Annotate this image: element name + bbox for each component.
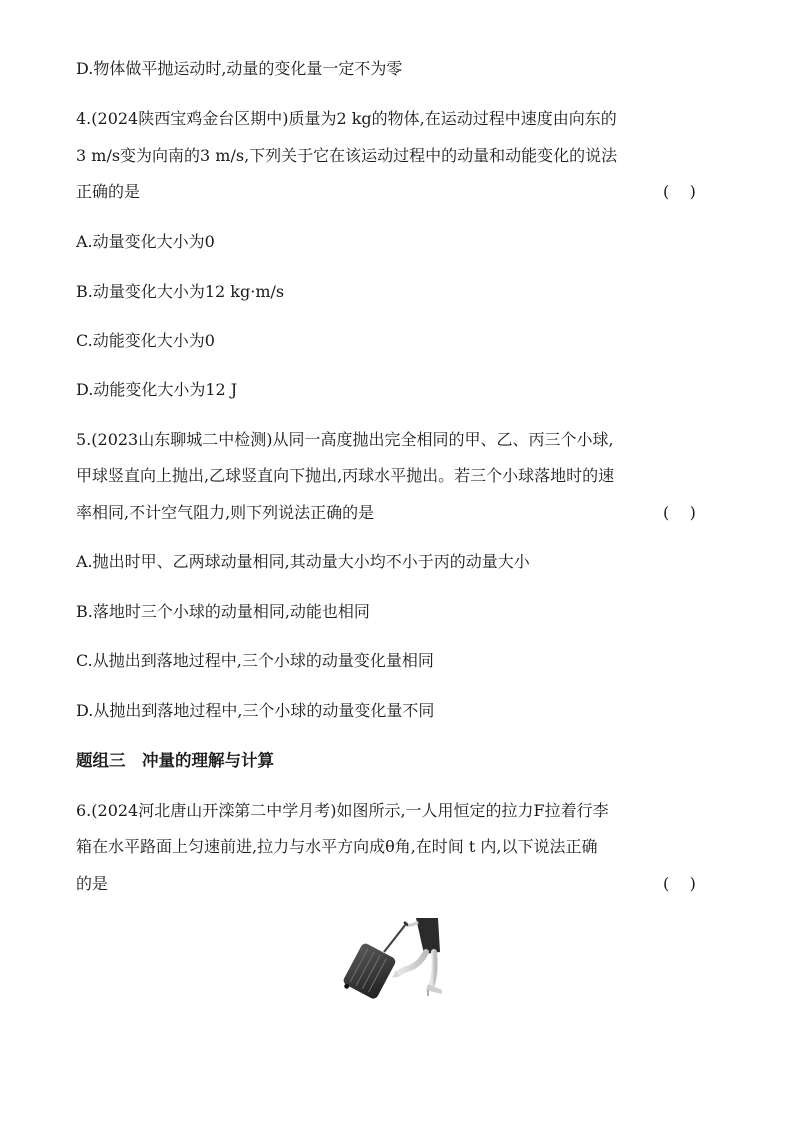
q5-option-b: B.落地时三个小球的动量相同,动能也相同 (76, 602, 370, 621)
q5-option-a: A.抛出时甲、乙两球动量相同,其动量大小均不小于丙的动量大小 (76, 552, 530, 571)
q4-stem-line-1: 4.(2024陕西宝鸡金台区期中)质量为2 kg的物体,在运动过程中速度由向东的 (76, 109, 617, 128)
q4-option-a: A.动量变化大小为0 (76, 232, 215, 251)
section-heading: 题组三 冲量的理解与计算 (76, 751, 274, 770)
q5-stem-line-1: 5.(2023山东聊城二中检测)从同一高度抛出完全相同的甲、乙、丙三个小球, (76, 430, 614, 449)
q5-stem-line-2: 甲球竖直向上抛出,乙球竖直向下抛出,丙球水平抛出。若三个小球落地时的速 (76, 466, 615, 485)
q6-stem-line-3: 的是 (76, 874, 109, 893)
q4-stem-line-3: 正确的是 (76, 182, 141, 201)
q5-option-c: C.从抛出到落地过程中,三个小球的动量变化量相同 (76, 651, 434, 670)
q6-stem-line-1: 6.(2024河北唐山开滦第二中学月考)如图所示,一人用恒定的拉力F拉着行李 (76, 801, 609, 820)
q6-stem-line-2: 箱在水平路面上匀速前进,拉力与水平方向成θ角,在时间 t 内,以下说法正确 (76, 837, 598, 856)
q4-option-b: B.动量变化大小为12 kg·m/s (76, 282, 285, 301)
q5-answer-paren: ( ) (663, 503, 696, 522)
q4-stem-line-2: 3 m/s变为向南的3 m/s,下列关于它在该运动过程中的动量和动能变化的说法 (76, 146, 618, 165)
suitcase-figure (340, 918, 450, 1000)
q4-option-d: D.动能变化大小为12 J (76, 380, 238, 399)
q5-option-d: D.从抛出到落地过程中,三个小球的动量变化量不同 (76, 701, 435, 720)
q5-stem-line-3: 率相同,不计空气阻力,则下列说法正确的是 (76, 503, 375, 522)
q3-option-d: D.物体做平抛运动时,动量的变化量一定不为零 (76, 59, 403, 78)
q6-answer-paren: ( ) (663, 874, 696, 893)
q4-answer-paren: ( ) (663, 182, 696, 201)
suitcase-icon (340, 942, 397, 1000)
q4-option-c: C.动能变化大小为0 (76, 331, 215, 350)
